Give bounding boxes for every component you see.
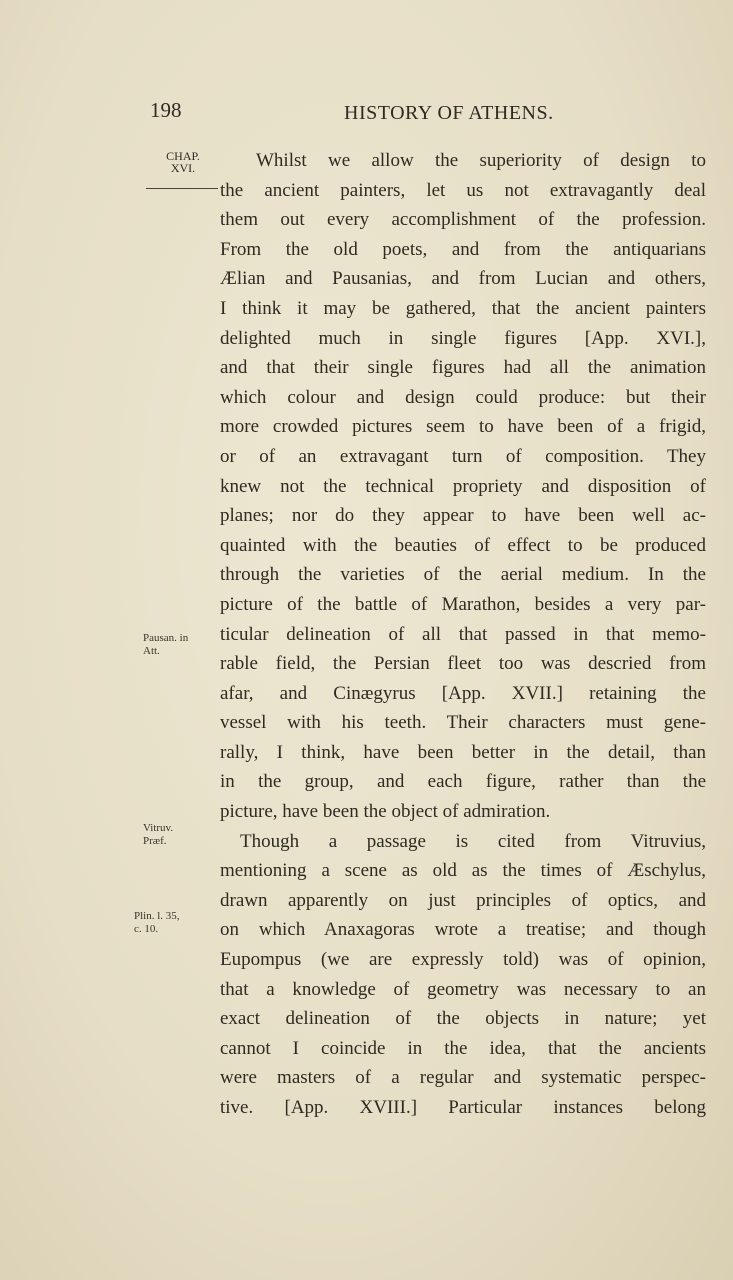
text-line: Ælian and Pausanias, and from Lucian and others, (220, 268, 706, 290)
text-line: I think it may be gathered, that the ancient painters (220, 297, 706, 319)
side-note-vitruvius (143, 822, 173, 848)
text-line: ticular delineation of all that passed in that memo- (220, 623, 706, 645)
text-line: and that their single figures had all the animation (220, 357, 706, 379)
running-head: HISTORY OF ATHENS. (344, 102, 554, 124)
text-line: tive. [App. XVIII.] Particular instances belong (220, 1097, 706, 1118)
text-line: Eupompus (we are expressly told) was of opinion, (220, 949, 706, 971)
side-note-pausanias (143, 632, 188, 658)
text-line: picture of the battle of Marathon, besides a very par- (220, 593, 706, 615)
text-line: were masters of a regular and systematic perspec- (220, 1067, 706, 1089)
side-note-line: Vitruv. (143, 822, 174, 834)
side-note-line: Att. (143, 645, 160, 657)
text-line: on which Anaxagoras wrote a treatise; and though (220, 919, 706, 941)
text-line: quainted with the beauties of effect to be produced (220, 534, 706, 556)
chapter-number: XVI. (170, 161, 196, 175)
text-line: picture, have been the object of admiration. (220, 801, 551, 823)
text-line: delighted much in single figures [App. XVI.], (220, 327, 706, 349)
text-line: From the old poets, and from the antiquarians (220, 238, 706, 260)
text-line: exact delineation of the objects in nature; yet (220, 1008, 706, 1030)
text-line: knew not the technical propriety and disposition of (220, 475, 706, 497)
side-note-line: Præf. (143, 835, 167, 847)
text-line: the ancient painters, let us not extravagantly deal (220, 179, 706, 201)
text-line: rally, I think, have been better in the detail, than (220, 741, 706, 763)
text-line: through the varieties of the aerial medium. In the (220, 564, 706, 586)
text-line: that a knowledge of geometry was necessary to an (220, 978, 706, 1000)
body-text (220, 146, 706, 1123)
text-line: or of an extravagant turn of composition. They (220, 445, 706, 467)
chapter-marker (158, 150, 208, 174)
text-line: Whilst we allow the superiority of design to (256, 150, 706, 171)
text-line: planes; nor do they appear to have been well ac- (220, 505, 706, 527)
text-line: afar, and Cinægyrus [App. XVII.] retaining the (220, 682, 706, 704)
text-line: more crowded pictures seem to have been of a frigid, (220, 416, 706, 438)
text-line: mentioning a scene as old as the times of Æschylus, (220, 860, 706, 882)
side-note-line: c. 10. (134, 923, 159, 935)
side-note-line: Plin. l. 35, (134, 910, 180, 922)
chapter-rule (146, 188, 218, 189)
chapter-label: CHAP. (166, 149, 200, 163)
page-number: 198 (150, 98, 182, 122)
text-line: Though a passage is cited from Vitruvius, (240, 830, 706, 852)
text-line: in the group, and each figure, rather than the (220, 771, 706, 793)
text-line: them out every accomplishment of the profession. (220, 209, 706, 231)
text-line: rable field, the Persian fleet too was descried from (220, 653, 706, 675)
text-line: vessel with his teeth. Their characters must gene- (220, 712, 706, 734)
text-line: drawn apparently on just principles of optics, and (220, 889, 706, 911)
text-line: cannot I coincide in the idea, that the ancients (220, 1037, 706, 1059)
side-note-line: Pausan. in (143, 632, 189, 644)
text-line: which colour and design could produce: but their (220, 386, 706, 408)
side-note-pliny (134, 910, 180, 936)
